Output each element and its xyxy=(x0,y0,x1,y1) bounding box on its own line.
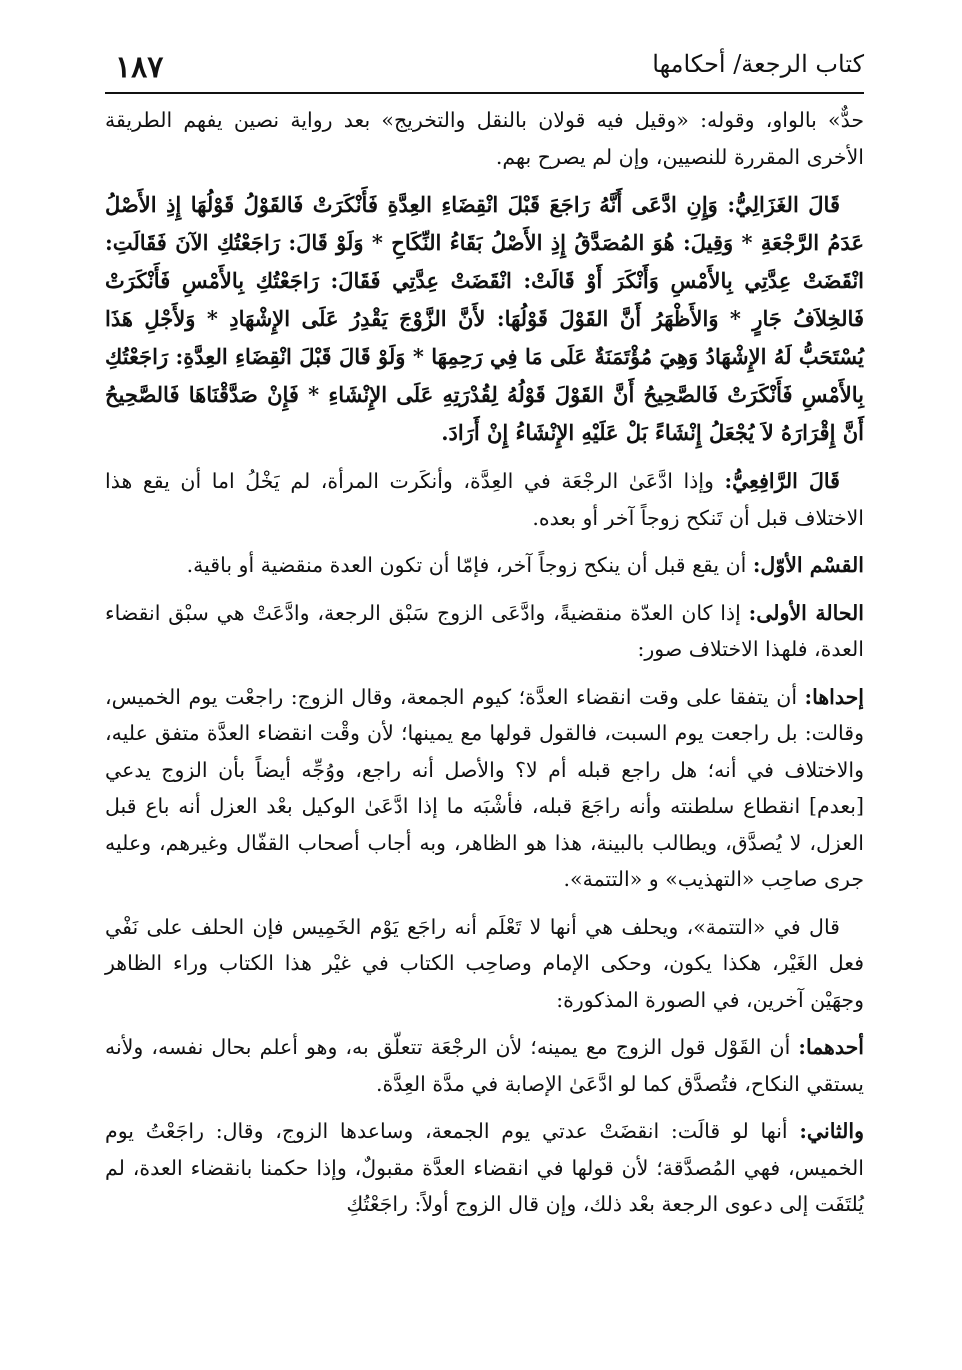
paragraph-first-section xyxy=(105,547,864,584)
paragraph-first-view xyxy=(105,1029,864,1102)
page-header xyxy=(105,42,864,92)
paragraph-label: أحدهما: xyxy=(798,1035,864,1059)
paragraph-rafii xyxy=(105,463,864,536)
paragraph-label: والثاني: xyxy=(799,1119,864,1143)
paragraph-text: قَالَ الغَزَالِيُّ: وَإِنِ ادَّعَى أَنَّهُ رَاجَعَ قَبْلَ انْقِضَاءِ العِدَّةِ فَأَنْكَرَتْ فَالقَوْلُ قَوْلُهَا إِذِ الأَصْلُ عَدَمُ الرَّجْعَةِ * وَقِيلَ: هُوَ المُصَدَّقُ إِذِ الأَصْلُ بَقَاءُ النِّكَاحِ * وَلَوْ قَالَ: رَاجَعْتُكِ الآنَ فَقَالَتِ: انْقَضَتْ عِدَّتِي بِالأَمْسِ وَأَنْكَرَ أَوْ قَالَتْ: انْقَضَتْ عِدَّتِي فَقَالَ: رَاجَعْتُكِ بِالأَمْسِ فَأَنْكَرَتْ فَالخِلاَفُ جَارٍ * وَالأَظْهَرُ أَنَّ القَوْلَ قَوْلُهَا: لأَنَّ الزَّوْجَ يَقْدِرُ عَلَى الإِشْهَادِ * وَلأَجْلِ هَذَا يُسْتَحَبُّ لَهُ الإِشْهَادُ وَهِيَ مُؤْتَمَنَةٌ عَلَى مَا فِي رَحِمِهَا * وَلَوْ قَالَ قَبْلَ انْقِضَاءِ العِدَّةِ: رَاجَعْتُكِ بِالأَمْسِ فَأَنْكَرَتْ فَالصَّحِيحُ أَنَّ القَوْلَ قَوْلُهُ لِقُدْرَتِهِ عَلَى الإِنْشَاءِ * فَإِنْ صَدَّقْنَاهَا فَالصَّحِيحُ أَنَّ إِقْرَارَهُ لاَ يُجْعَلُ إِنْشَاءً بَلْ عَلَيْهِ الإِنْشَاءُ إِنْ أَرَادَ. xyxy=(105,192,864,445)
paragraph-label: الحالة الأولى: xyxy=(748,600,864,625)
page-number: ١٨٧ xyxy=(115,50,164,85)
page-body xyxy=(105,102,864,1234)
header-rule xyxy=(105,92,864,94)
paragraph-label: القسْم الأوّل: xyxy=(752,553,864,577)
paragraph-text: أن يقع قبل أن ينكح زوجاً آخر، فإمّا أن تكون العدة منقضية أو باقية. xyxy=(186,553,747,577)
quoted-matn-ghazali xyxy=(105,186,864,452)
paragraph-label: قَالَ الرَّافِعِيُّ: xyxy=(724,469,840,493)
running-title: كتاب الرجعة/ أحكامها xyxy=(652,50,864,78)
paragraph-first-form xyxy=(105,679,864,898)
paragraph-text: أن يتفقا على وقت انقضاء العدَّة؛ كيوم الجمعة، وقال الزوج: راجعْت يوم الخميس، وقالت: بل راجعت يوم السبت، فالقول قولها مع يمينها؛ لأن وقْت انقضاء العدَّة متفق عليه، والاختلاف في أنه؛ هل راجع قبله أم لا؟ والأصل أنه راجع، ووُجِّه أيضاً بأن الزوج يدعي [بعدم] انقطاع سلطنته وأنه راجَعَ قبله، فأشْبَه ما إذا ادَّعَىٰ الوكيل بعْد العزل أنه باع قبل العزل، لا يُصدَّق، ويطالب بالبينة، هذا هو الظاهر، وبه أجاب أصحاب القفّال وغيرهم، وعليه جرى صاحِب «التهذيب» و «التتمة». xyxy=(105,684,864,891)
paragraph-continuation xyxy=(105,102,864,175)
paragraph-text: قال في «التتمة»، ويحلف هي أنها لا تَعْلَم أنه راجَع يَوْم الخَمِيس فإن الحلف على نَفْي فعل الغَيْر، هكذا يكون، وحكى الإمام وصاحِب الكتاب في غيْر هذا الكتاب وراء الظاهر وجهَيْن آخرين، في الصورة المذكورة: xyxy=(105,914,864,1012)
paragraph-text: أنها لو قالَت: انقضَتْ عدتي يوم الجمعة، وساعدها الزوج، وقال: راجَعْتُ يوم الخميس، فهي المُصدَّقة؛ لأن قولها في انقضاء العدَّة مقبولٌ، وإذا حكمنا بانقضاء العدة، لم يُلتَفَت إلى دعوى الرجعة بعْد ذلك، وإن قال الزوج أولاً: راجَعْتُكِ xyxy=(105,1119,864,1216)
paragraph-text: وإذا ادَّعَىٰ الرجْعَة في العِدَّة، وأنكَرت المرأة، لم يَخْلُ اما أن يقع هذا الاختلاف قبل أن تَنكح زوجاً آخر أو بعده. xyxy=(105,469,864,530)
paragraph-second-view xyxy=(105,1113,864,1223)
paragraph-text: حدٌّ» بالواو، وقوله: «وقيل فيه قولان بالنقل والتخريج» بعد رواية نصين يفهم الطريقة الأخرى المقررة للنصيين، وإن لم يصرح بهم. xyxy=(105,108,864,169)
paragraph-text: أن القَوْل قول الزوج مع يمينه؛ لأن الرجْعَة تتعلّق به، وهو أعلم بحال نفسه، ولأنه يستقي النكاح، فتُصدَّق كما لو ادَّعَىٰ الإصابة في مدَّة العِدَّة. xyxy=(105,1035,864,1096)
paragraph-text: إذا كان العدّة منقضيةً، وادَّعَى الزوج سَبْق الرجعة، وادَّعَتْ هي سبْق انقضاء العدة، فلهذا الاختلاف صور: xyxy=(105,600,864,661)
paragraph-label: إحداها: xyxy=(804,684,864,709)
paragraph-first-case xyxy=(105,595,864,668)
paragraph-tatimma xyxy=(105,909,864,1019)
